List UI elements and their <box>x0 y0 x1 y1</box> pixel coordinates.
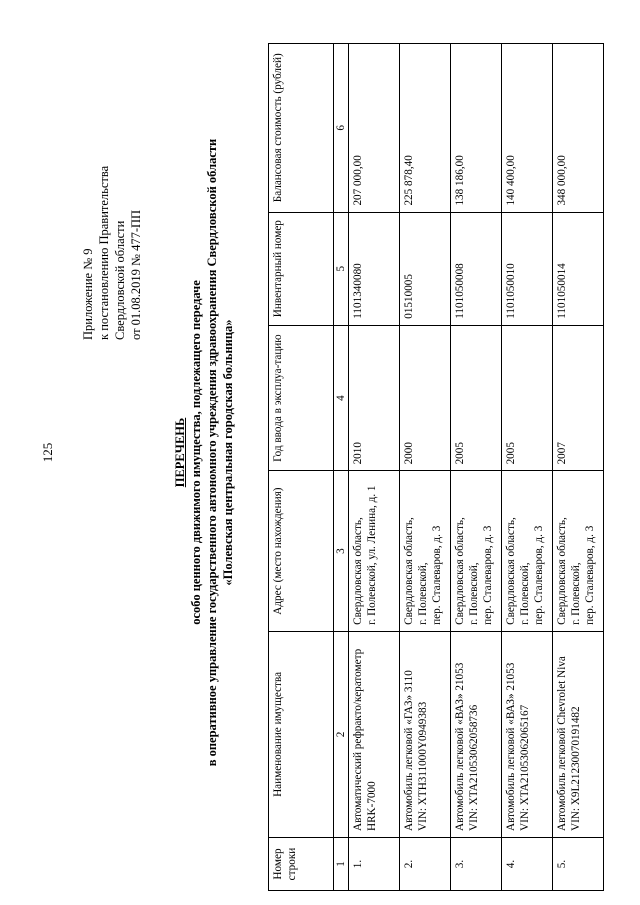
name-line: Автоматический рефракто/кератометр <box>352 648 364 831</box>
header-address: Адрес (место нахождения) <box>269 471 334 631</box>
property-table <box>268 43 604 891</box>
row-num: 5. <box>553 838 604 891</box>
row-num: 3. <box>451 838 502 891</box>
header-num: Номер строки <box>269 838 334 891</box>
row-year: 2007 <box>553 325 604 471</box>
header-name: Наименование имущества <box>269 631 334 837</box>
row-cost: 140 400,00 <box>502 44 553 213</box>
name-line: VIN: XTA21053062065167 <box>519 704 531 831</box>
page-number: 125 <box>40 442 55 463</box>
appendix-line: к постановлению Правительства <box>97 165 111 340</box>
col-number: 2 <box>334 631 349 837</box>
column-number-row <box>334 44 349 891</box>
name-line: VIN: XTA21053062058736 <box>468 704 480 831</box>
row-cost: 138 186,00 <box>451 44 502 213</box>
row-cost: 225 878,40 <box>400 44 451 213</box>
appendix-line: Приложение № 9 <box>81 248 95 340</box>
col-number: 4 <box>334 325 349 471</box>
address-line: пер. Сталеваров, д. 3 <box>533 525 545 625</box>
address-line: г. Полевской, <box>417 562 429 625</box>
row-year: 2000 <box>400 325 451 471</box>
name-line: VIN: XTH311000Y0949383 <box>417 701 429 831</box>
table-row <box>553 44 604 891</box>
table-row <box>400 44 451 891</box>
row-name <box>451 631 502 837</box>
address-line: Свердловская область, <box>403 517 415 625</box>
address-line: пер. Сталеваров, д. 3 <box>482 525 494 625</box>
name-line: HRK-7000 <box>366 781 378 831</box>
col-number: 5 <box>334 212 349 325</box>
table-row <box>502 44 553 891</box>
address-line: пер. Сталеваров, д. 3 <box>431 525 443 625</box>
name-line: Автомобиль легковой «ВАЗ» 21053 <box>505 662 517 831</box>
address-line: Свердловская область, <box>556 517 568 625</box>
name-line: VIN: X9L21230070191482 <box>570 706 582 831</box>
row-address <box>553 471 604 631</box>
address-line: г. Полевской, ул. Ленина, д. 1 <box>366 485 378 625</box>
title-line: в оперативное управление государственного автономного учреждения здравоохранения Свердловской области <box>205 138 219 767</box>
table-row <box>349 44 400 891</box>
row-inventory: 1101050008 <box>451 212 502 325</box>
row-address <box>451 471 502 631</box>
row-address <box>400 471 451 631</box>
header-year: Год ввода в эксплуа-тацию <box>269 325 334 471</box>
col-number: 6 <box>334 44 349 213</box>
row-cost: 348 000,00 <box>553 44 604 213</box>
row-name <box>349 631 400 837</box>
header-cost: Балансовая стоимость (рублей) <box>269 44 334 213</box>
row-address <box>502 471 553 631</box>
address-line: пер. Сталеваров, д. 3 <box>584 525 596 625</box>
row-year: 2005 <box>451 325 502 471</box>
row-num: 4. <box>502 838 553 891</box>
title-heading: ПЕРЕЧЕНЬ <box>173 417 187 488</box>
row-cost: 207 000,00 <box>349 44 400 213</box>
col-number: 3 <box>334 471 349 631</box>
row-inventory: 1101050014 <box>553 212 604 325</box>
row-name <box>553 631 604 837</box>
row-num: 1. <box>349 838 400 891</box>
appendix-block <box>80 20 144 340</box>
col-number: 1 <box>334 838 349 891</box>
title-line: особо ценного движимого имущества, подлежащего передаче <box>189 280 203 625</box>
appendix-line: Свердловской области <box>113 220 127 340</box>
appendix-line: от 01.08.2019 № 477-ПП <box>129 209 143 340</box>
address-line: г. Полевской, <box>570 562 582 625</box>
name-line: Автомобиль легковой «ГАЗ» 3110 <box>403 670 415 831</box>
row-inventory: 01510005 <box>400 212 451 325</box>
row-address <box>349 471 400 631</box>
row-inventory: 1101050010 <box>502 212 553 325</box>
address-line: Свердловская область, <box>454 517 466 625</box>
document-title <box>172 0 236 905</box>
address-line: Свердловская область, <box>352 517 364 625</box>
address-line: Свердловская область, <box>505 517 517 625</box>
header-inventory: Инвентарный номер <box>269 212 334 325</box>
row-year: 2010 <box>349 325 400 471</box>
table-row <box>451 44 502 891</box>
row-year: 2005 <box>502 325 553 471</box>
address-line: г. Полевской, <box>519 562 531 625</box>
address-line: г. Полевской, <box>468 562 480 625</box>
row-name <box>400 631 451 837</box>
row-num: 2. <box>400 838 451 891</box>
row-inventory: 1101340080 <box>349 212 400 325</box>
table-header-row <box>269 44 334 891</box>
row-name <box>502 631 553 837</box>
title-line: «Полевская центральная городская больница» <box>221 319 235 586</box>
name-line: Автомобиль легковой «ВАЗ» 21053 <box>454 662 466 831</box>
name-line: Автомобиль легковой Chevrolet Niva <box>556 656 568 831</box>
